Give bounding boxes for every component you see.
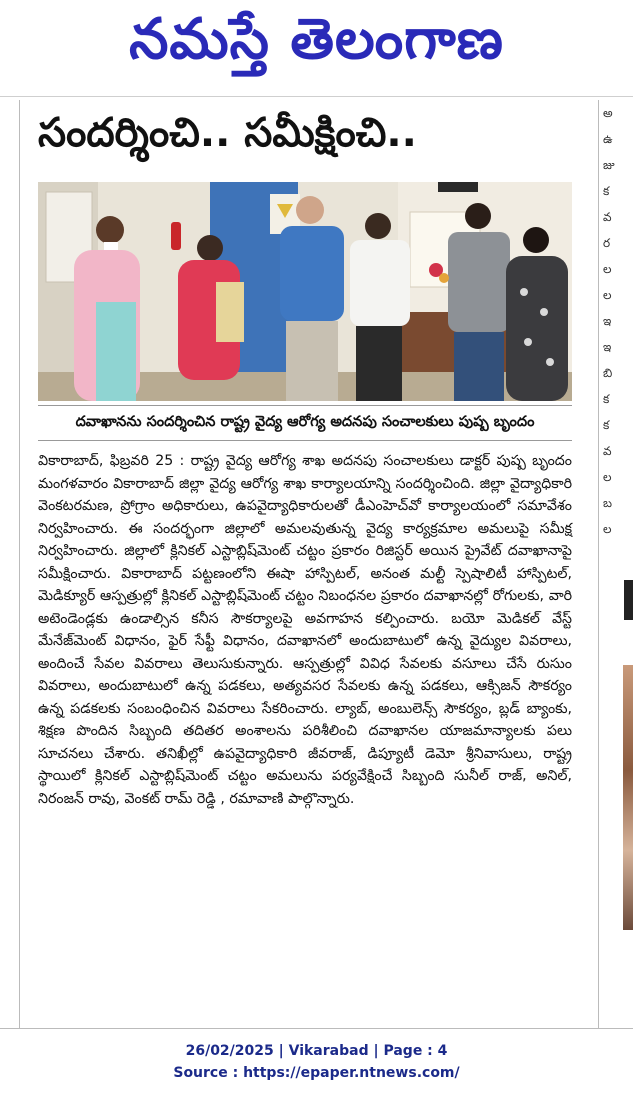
photo-caption: దవాఖానను సందర్శించిన రాష్ట్ర వైద్య ఆరోగ్య అదనపు సంచాలకులు పుష్ప బృందం xyxy=(75,414,535,430)
caption-rule-top xyxy=(38,405,572,406)
footer-source: Source : https://epaper.ntnews.com/ xyxy=(173,1065,460,1081)
adjacent-headline-fragment xyxy=(624,580,633,620)
top-divider xyxy=(0,96,633,97)
side-fragment: ఇ xyxy=(603,340,612,354)
side-fragment: ర xyxy=(603,236,611,250)
article-photo xyxy=(38,182,572,401)
side-fragment: క xyxy=(603,418,610,432)
side-fragment: బి xyxy=(603,366,613,380)
side-fragment: ల xyxy=(603,522,612,536)
side-fragment: ల xyxy=(603,470,612,484)
side-fragment: ఉ xyxy=(603,132,613,146)
masthead xyxy=(0,0,633,92)
side-fragment: బ xyxy=(603,496,613,510)
left-column-rule xyxy=(19,100,20,1028)
side-fragment: ఇ xyxy=(603,314,612,328)
article-body: వికారాబాద్, ఫిబ్రవరి 25 : రాష్ట్ర వైద్య ఆరోగ్య శాఖ అదనపు సంచాలకులు డాక్టర్ పుష్ప బృందం మంగళవారం వికారాబాద్ జిల్లా వైద్య ఆరోగ్య శాఖ కార్యాలయాన్ని సందర్శించింది. జిల్లా వైద్యాధికారి వెంకటరమణ, ప్రోగ్రాం అధికారులు, ఉపవైద్యాధికారులతో డీఎంహెచ్‌వో కార్యాలయంలో సమావేశం నిర్వహించారు. ఈ సందర్భంగా జిల్లాలో అమలవుతున్న వైద్య కార్యక్రమాల అమలుపై సమీక్ష నిర్వహించారు. జిల్లాలో క్లినికల్ ఎస్టాబ్లిష్‌మెంట్ చట్టం ప్రకారం రిజిస్టర్ అయిన ప్రైవేట్ దవాఖానాపై సమీక్షించారు. వికారాబాద్ పట్టణంలోని ఈషా హాస్పిటల్, అనంత మల్టీ స్పెషాలిటీ హాస్పిటల్, మెడిక్యూర్ ఆస్పత్రుల్లో క్లినికల్ ఎస్టాబ్లిష్‌మెంట్ చట్టం నిబంధనల ప్రకారం దవాఖానల్లో రోగులకు, వారి అటెండెండ్లకు ఉండాల్సిన కనీస సౌకర్యాలపై అవగాహన కల్పించారు. బయో మెడికల్ వేస్ట్ మేనేజ్‌మెంట్ విధానం, ఫైర్ సేఫ్టీ విధానం, దవాఖానలో అందుబాటులో ఉన్న వైద్యుల వివరాలు, అందించే సేవల వివరాలు తెలుసుకున్నారు. ఆస్పత్రుల్లో వివిధ సేవలకు వసూలు చేసే రుసుం వివరాలు, అందుబాటులో ఉన్న పడకలు, అత్యవసర సేవలకు ఉన్న పడకలు, ఆక్సిజన్ సౌకర్యం ఉన్న పడకలకు సంబంధించిన వివరాలు సేకరించారు. ల్యాబ్, అంబులెన్స్ సౌకర్యం, బ్లడ్ బ్యాంకు, శిక్షణ పొందిన సిబ్బంది తదితర అంశాలను పరిశీలించి దవాఖానల యాజమాన్యాలకు పలు సూచనలు చేశారు. తనిఖీల్లో ఉపవైద్యాధికారి జీవరాజ్, డిప్యూటీ డెమో శ్రీనివాసులు, రాష్ట్ర స్థాయిలో క్లినికల్ ఎస్టాబ్లిష్‌మెంట్ చట్టం అమలును పర్యవేక్షించే సిబ్బంది సునీల్ రాజ్, అనిల్, నిరంజన్ రావు, వెంకట్ రామ్ రెడ్డి , రమావాణి పాల్గొన్నారు. xyxy=(38,453,572,807)
side-fragment: క xyxy=(603,392,610,406)
footer-date-edition: 26/02/2025 | Vikarabad | Page : 4 xyxy=(185,1043,448,1059)
side-fragment: జు xyxy=(603,158,615,172)
side-fragment: ల xyxy=(603,288,612,302)
side-fragment: అ xyxy=(603,106,613,120)
side-fragment: ల xyxy=(603,262,612,276)
side-fragment: వ xyxy=(603,210,612,224)
bottom-divider xyxy=(0,1028,633,1029)
photo-illustration xyxy=(38,182,572,401)
page-footer xyxy=(0,1040,633,1084)
right-column-rule xyxy=(598,100,599,1028)
newspaper-logo: నమస్తే తెలంగాణ xyxy=(129,6,504,72)
side-fragment: క xyxy=(603,184,610,198)
side-fragment: వ xyxy=(603,444,612,458)
article-headline: సందర్శించి.. సమీక్షించి.. xyxy=(38,110,417,156)
adjacent-photo-fragment xyxy=(623,665,633,930)
caption-rule-bottom xyxy=(38,440,572,441)
